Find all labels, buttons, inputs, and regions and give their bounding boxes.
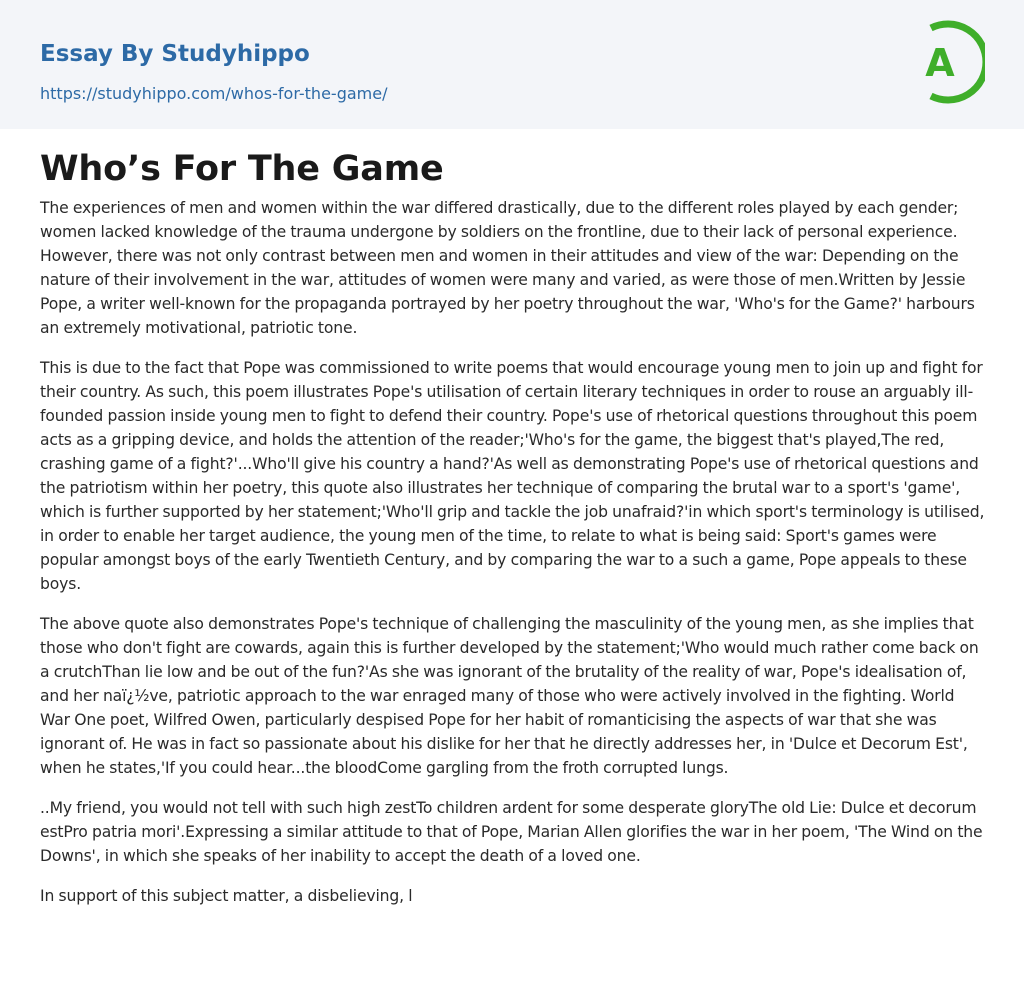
- studyhippo-logo-icon[interactable]: [913, 20, 985, 104]
- essay-paragraph: This is due to the fact that Pope was commissioned to write poems that would encourage young men to join up and fight for their country. As such, this poem illustrates Pope's utilisation of certain literary techniques in order to rouse an arguably ill-founded passion inside young men to fight to defend their country. Pope's use of rhetorical questions throughout this poem acts as a gripping device, and holds the attention of the reader;'Who's for the game, the biggest that's played,The red, crashing game of a fight?'...Who'll give his country a hand?'As well as demonstrating Pope's use of rhetorical questions and the patriotism within her poetry, this quote also illustrates her technique of comparing the brutal war to a sport's 'game', which is further supported by her statement;'Who'll grip and tackle the job unafraid?'in which sport's terminology is utilised, in order to enable her target audience, the young men of the time, to relate to what is being said: Sport's games were popular amongst boys of the early Twentieth Century, and by comparing the war to a such a game, Pope appeals to these boys.: [40, 359, 985, 593]
- essay-content: [40, 129, 986, 924]
- essay-paragraph: The experiences of men and women within the war differed drastically, due to the different roles played by each gender; women lacked knowledge of the trauma undergone by soldiers on the frontline, due to their lack of personal experience. However, there was not only contrast between men and women in their attitudes and view of the war: Depending on the nature of their involvement in the war, attitudes of women were many and varied, as were those of men.Written by Jessie Pope, a writer well-known for the propaganda portrayed by her poetry throughout the war, 'Who's for the Game?' harbours an extremely motivational, patriotic tone.: [40, 199, 975, 337]
- essay-title: Who’s For The Game: [40, 149, 444, 189]
- essay-paragraph: The above quote also demonstrates Pope's technique of challenging the masculinity of the young men, as she implies that those who don't fight are cowards, again this is further developed by the statement;'Who would much rather come back on a crutchThan lie low and be out of the fun?'As she was ignorant of the brutality of the reality of war, Pope's idealisation of, and her naï¿½ve, patriotic approach to the war enraged many of those who were actively involved in the fighting. World War One poet, Wilfred Owen, particularly despised Pope for her habit of romanticising the aspects of war that she was ignorant of. He was in fact so passionate about his dislike for her that he directly addresses her, in 'Dulce et Decorum Est', when he states,'If you could hear...the bloodCome gargling from the froth corrupted lungs.: [40, 615, 979, 777]
- brand-title: Essay By Studyhippo: [40, 41, 310, 67]
- essay-url-link[interactable]: https://studyhippo.com/whos-for-the-game/: [40, 84, 388, 103]
- site-header: [0, 0, 1024, 129]
- essay-paragraph: ..My friend, you would not tell with such high zestTo children ardent for some desperate gloryThe old Lie: Dulce et decorum estPro patria mori'.Expressing a similar attitude to that of Pope, Marian Allen glorifies the war in her poem, 'The Wind on the Downs', in which she speaks of her inability to accept the death of a loved one.: [40, 799, 983, 865]
- logo-letter: A: [925, 41, 955, 85]
- essay-paragraph: In support of this subject matter, a disbelieving, l: [40, 887, 413, 905]
